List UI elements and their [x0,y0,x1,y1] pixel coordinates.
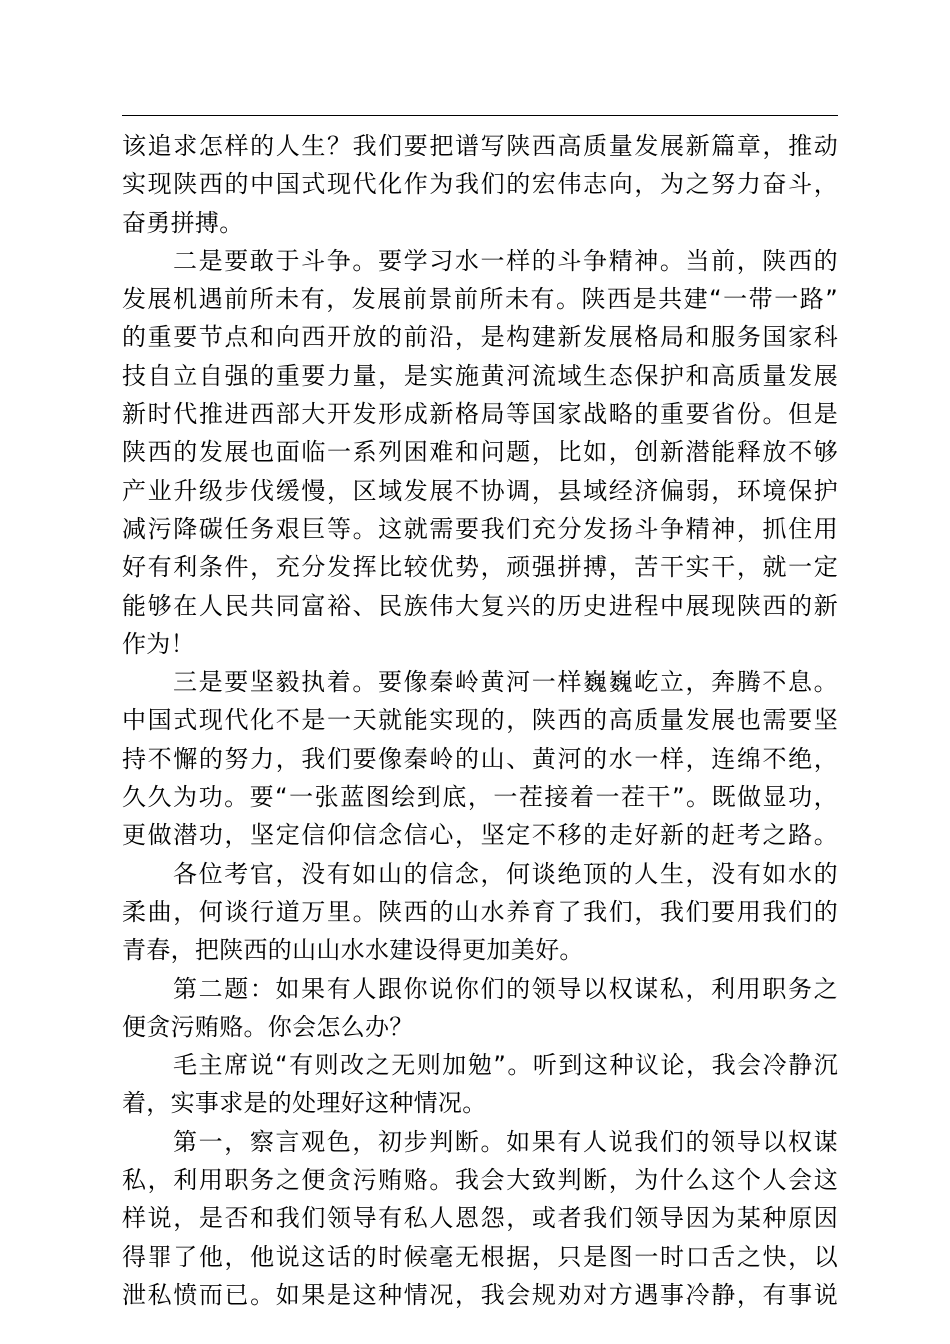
text-line: 久久为功。要“一张蓝图绘到底，一茬接着一茬干”。既做显功， [122,783,838,812]
text-line: 能够在人民共同富裕、民族伟大复兴的历史进程中展现陕西的新 [122,591,838,620]
text-line: 三是要坚毅执着。要像秦岭黄河一样巍巍屹立，奔腾不息。 [173,668,838,697]
text-line: 的重要节点和向西开放的前沿，是构建新发展格局和服务国家科 [122,323,838,352]
text-line: 毛主席说“有则改之无则加勉”。听到这种议论，我会冷静沉 [173,1051,838,1080]
text-line: 实现陕西的中国式现代化作为我们的宏伟志向，为之努力奋斗， [122,170,838,199]
document-body [122,127,838,1314]
text-line: 得罪了他，他说这话的时候毫无根据，只是图一时口舌之快，以 [122,1242,838,1271]
text-line: 泄私愤而已。如果是这种情况，我会规劝对方遇事冷静，有事说 [122,1280,838,1309]
text-line: 作为！ [122,629,195,658]
text-line: 陕西的发展也面临一系列困难和问题，比如，创新潜能释放不够 [122,438,838,467]
text-line: 持不懈的努力，我们要像秦岭的山、黄河的水一样，连绵不绝， [122,744,838,773]
text-line: 青春，把陕西的山山水水建设得更加美好。 [122,936,584,965]
header-rule [122,115,838,116]
text-line: 柔曲，何谈行道万里。陕西的山水养育了我们，我们要用我们的 [122,897,838,926]
text-line: 便贪污贿赂。你会怎么办？ [122,1012,414,1041]
text-line: 好有利条件，充分发挥比较优势，顽强拼搏，苦干实干，就一定 [122,553,838,582]
text-line: 私，利用职务之便贪污贿赂。我会大致判断，为什么这个人会这 [122,1166,838,1195]
text-line: 第二题：如果有人跟你说你们的领导以权谋私，利用职务之 [173,974,838,1003]
text-line: 二是要敢于斗争。要学习水一样的斗争精神。当前，陕西的 [173,246,838,275]
text-line: 该追求怎样的人生？我们要把谱写陕西高质量发展新篇章，推动 [122,132,838,160]
text-line: 更做潜功，坚定信仰信念信心，坚定不移的走好新的赶考之路。 [122,821,838,850]
text-line: 样说，是否和我们领导有私人恩怨，或者我们领导因为某种原因 [122,1204,838,1233]
text-line: 各位考官，没有如山的信念，何谈绝顶的人生，没有如水的 [173,859,838,888]
text-line: 发展机遇前所未有，发展前景前所未有。陕西是共建“一带一路” [122,285,838,314]
text-line: 第一，察言观色，初步判断。如果有人说我们的领导以权谋 [173,1127,838,1156]
text-line: 减污降碳任务艰巨等。这就需要我们充分发扬斗争精神，抓住用 [122,514,838,543]
text-line: 奋勇拼搏。 [122,208,244,237]
text-line: 中国式现代化不是一天就能实现的，陕西的高质量发展也需要坚 [122,706,838,735]
text-line: 产业升级步伐缓慢，区域发展不协调，县域经济偏弱，环境保护 [122,476,838,505]
text-line: 着，实事求是的处理好这种情况。 [122,1089,487,1118]
text-line: 技自立自强的重要力量，是实施黄河流域生态保护和高质量发展 [122,361,838,390]
text-line: 新时代推进西部大开发形成新格局等国家战略的重要省份。但是 [122,400,838,429]
